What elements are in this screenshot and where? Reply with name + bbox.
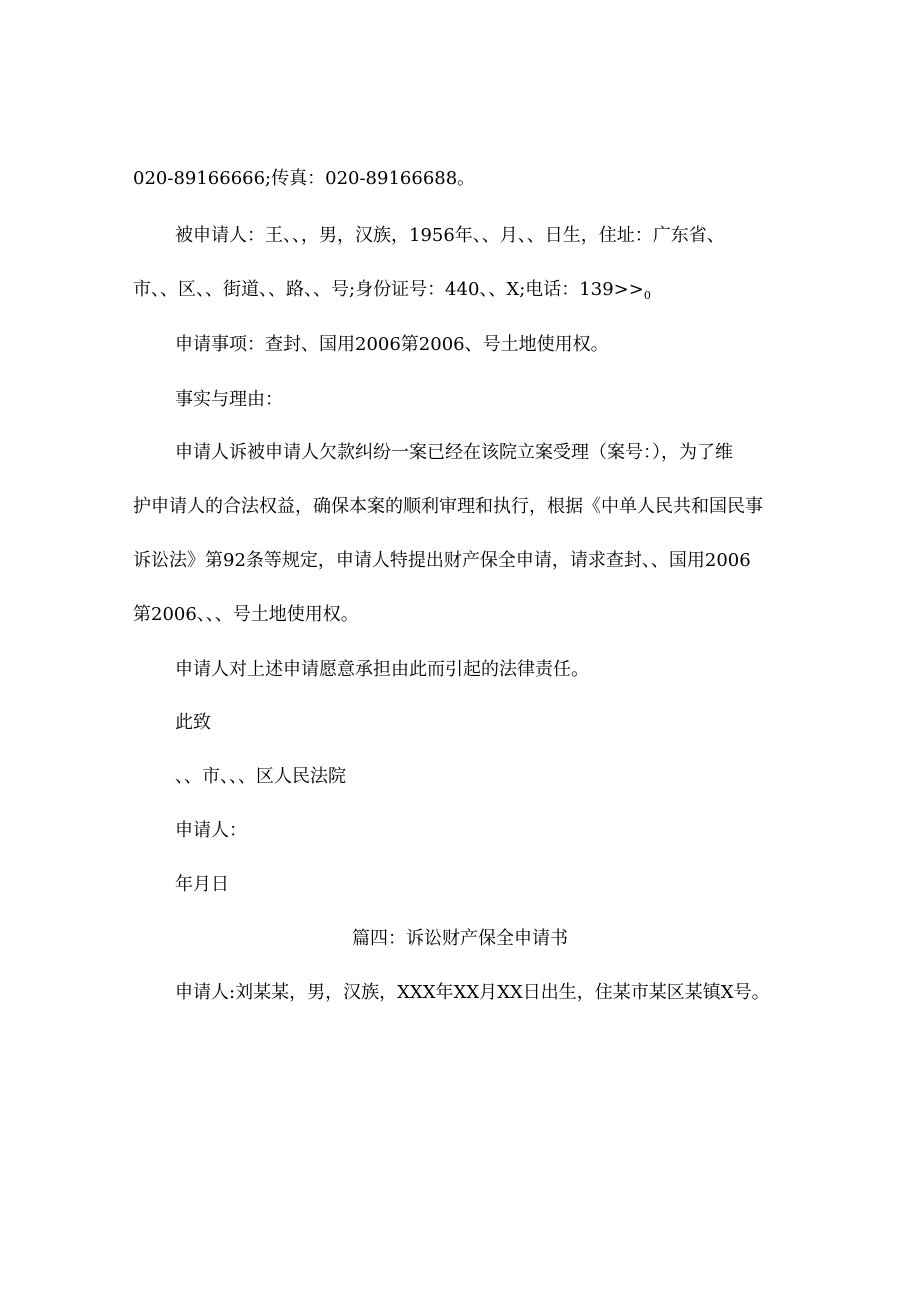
facts-line-2: 护申请人的合法权益，确保本案的顺利审理和执行，根据《中单人民共和国民事 xyxy=(133,496,763,517)
respondent-line-1: 被申请人：王、、，男，汉族，1956年、、月、、日生，住址：广东省、 xyxy=(175,225,725,246)
facts-line-3: 诉讼法》第92条等规定，申请人特提出财产保全申请，请求查封、、国用2006 xyxy=(133,550,751,571)
date-line: 年月日 xyxy=(175,874,229,895)
facts-heading: 事实与理由： xyxy=(175,389,283,410)
section-title: 篇四：诉讼财产保全申请书 xyxy=(352,928,568,949)
facts-line-4: 第2006、、、号土地使用权。 xyxy=(133,604,359,625)
applicant-info-line: 申请人:刘某某，男，汉族，XXX年XX月XX日出生，住某市某区某镇X号。 xyxy=(175,982,770,1003)
court-name: 、、市、、、区人民法院 xyxy=(175,766,346,787)
applicant-signature-label: 申请人： xyxy=(175,820,247,841)
salutation: 此致 xyxy=(175,712,211,733)
respondent-line-2 xyxy=(133,278,651,308)
request-items-line: 申请事项：查封、国用2006第2006、号土地使用权。 xyxy=(175,334,609,355)
phone-suffix: 0 xyxy=(643,289,651,302)
facts-line-1: 申请人诉被申请人欠款纠纷一案已经在该院立案受理（案号：），为了维 xyxy=(175,442,733,463)
respondent-line-2-text: 市、、区、、街道、、路、、号;身份证号：440、、X;电话：139>> xyxy=(133,279,644,300)
liability-line: 申请人对上述申请愿意承担由此而引起的法律责任。 xyxy=(175,659,589,680)
contact-fax-line: 020-89166666;传真：020-89166688。 xyxy=(133,168,476,189)
